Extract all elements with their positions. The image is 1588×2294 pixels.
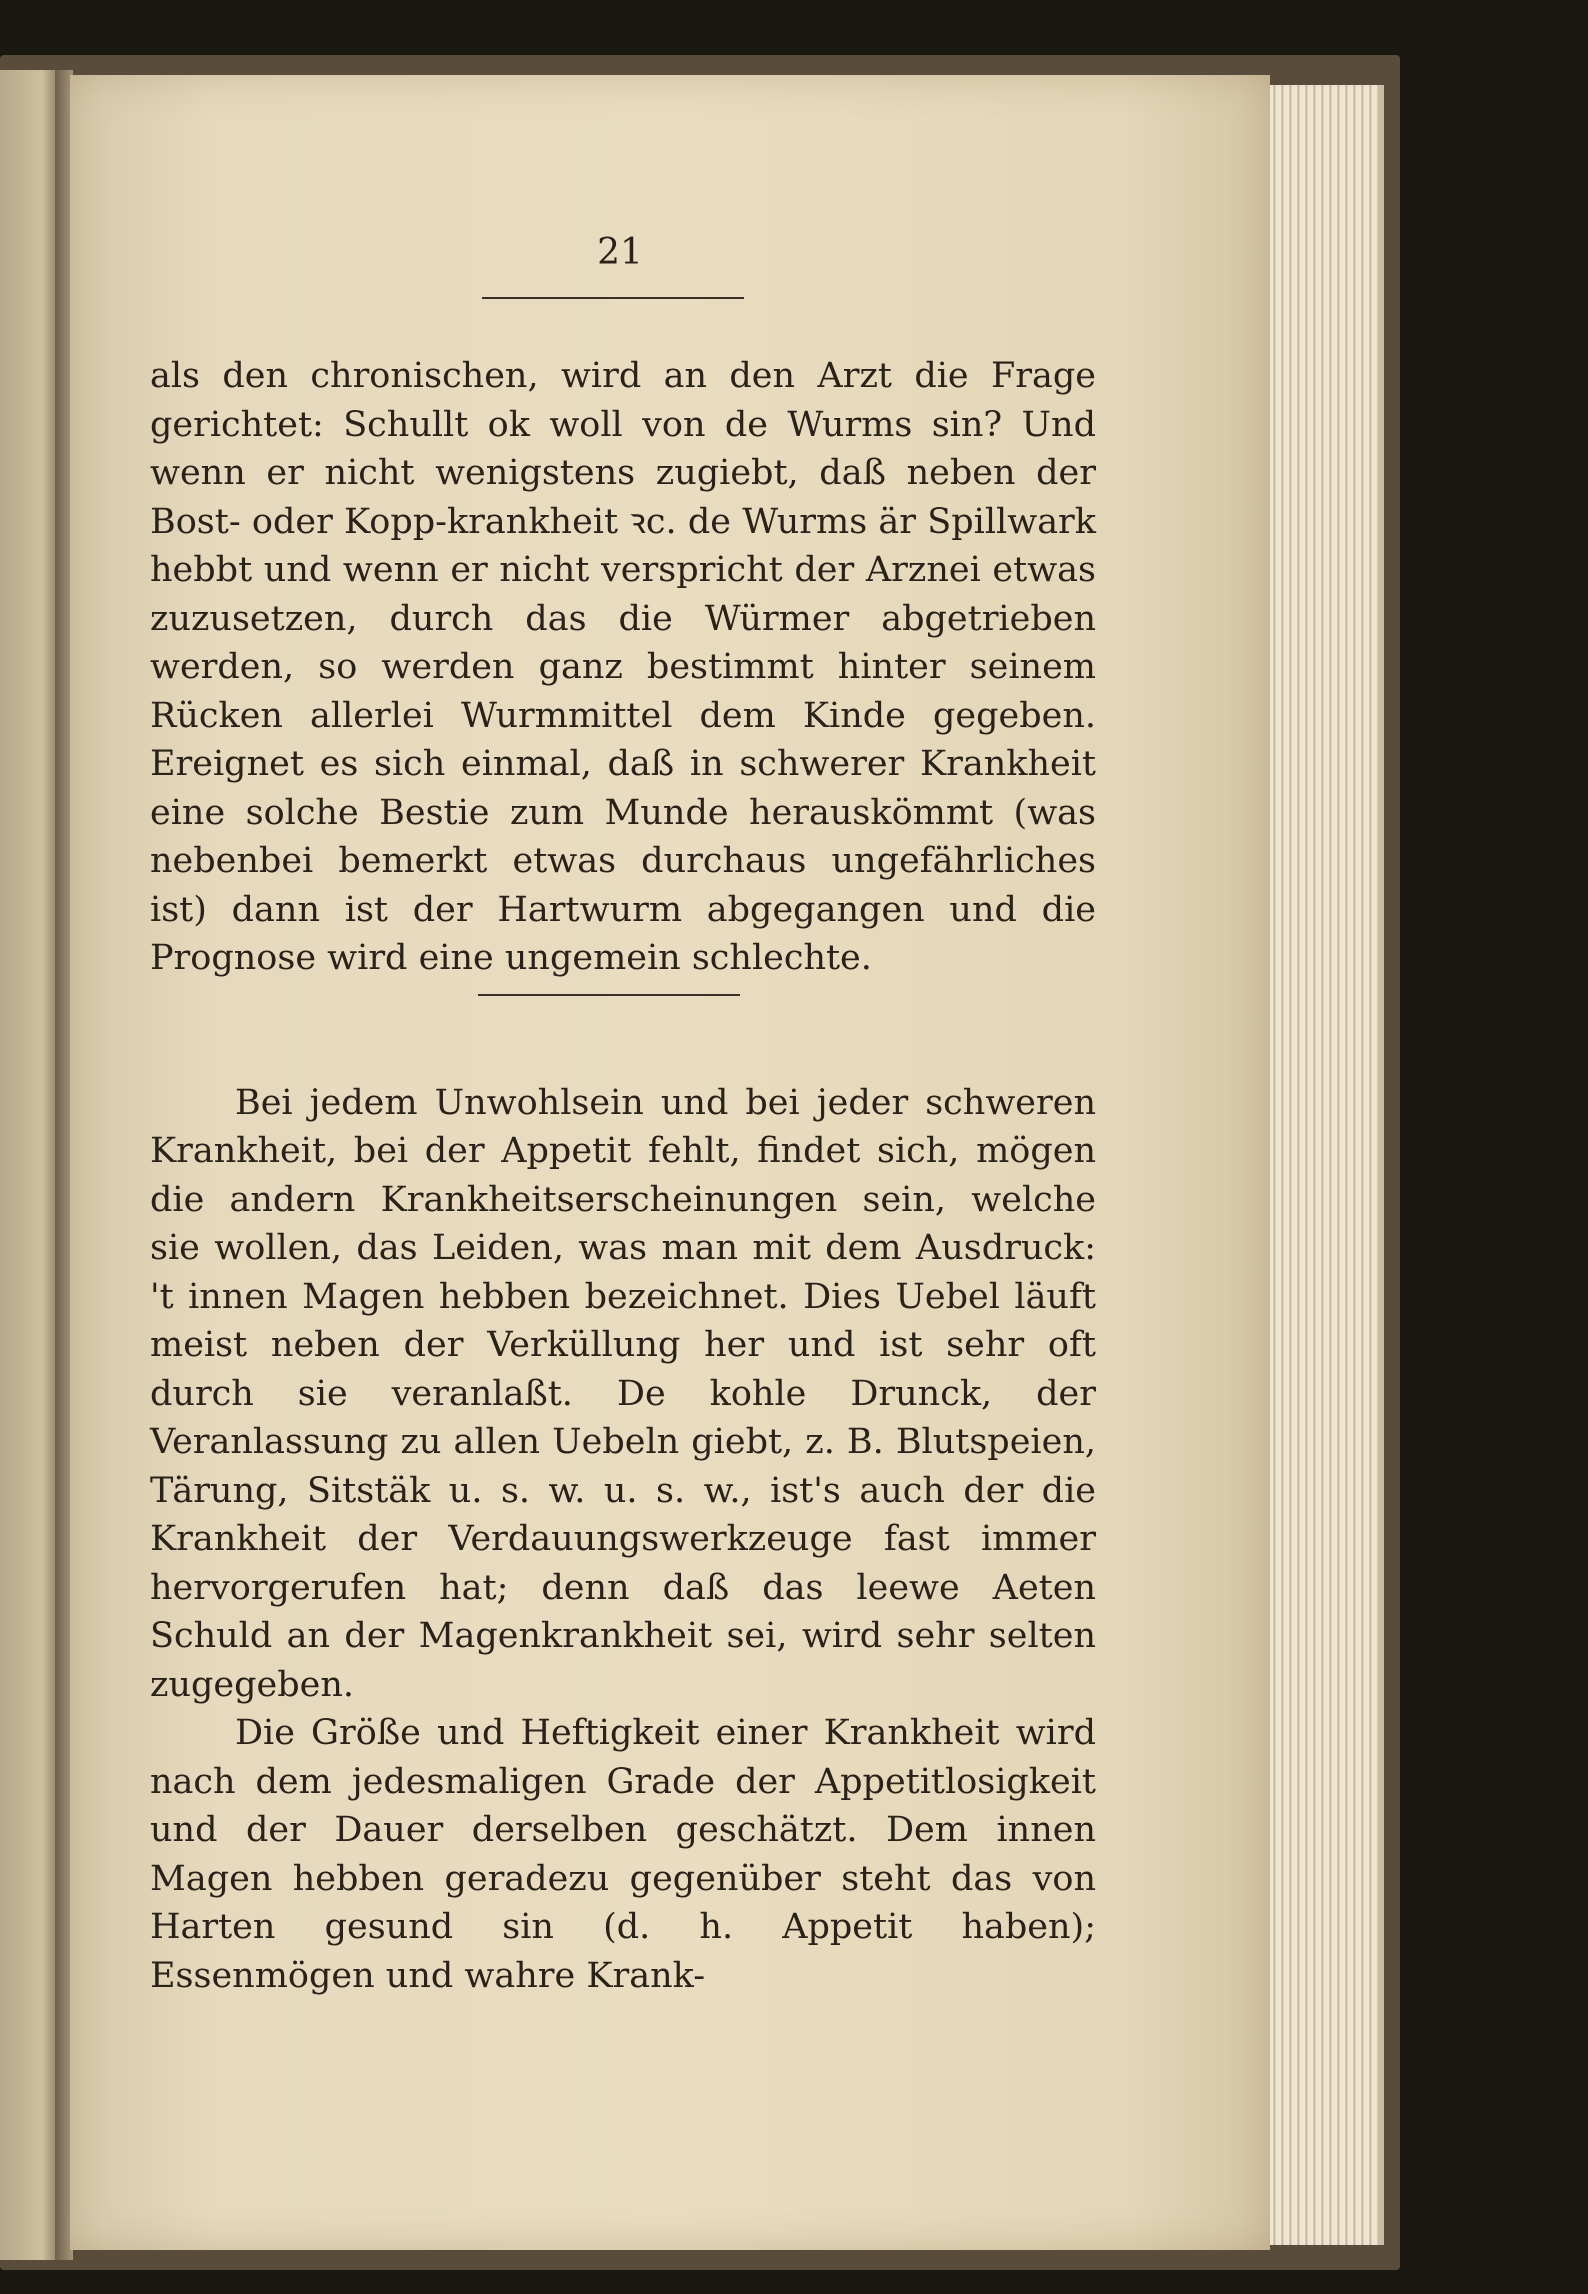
section-rule-spacer bbox=[150, 983, 1096, 1079]
facing-page-edge bbox=[0, 70, 60, 2260]
header-rule bbox=[482, 297, 744, 299]
paragraph-3: Die Größe und Heftigkeit einer Krankheit wird nach dem jedesmaligen Grade der Appetitlosigkeit und der Dauer derselben geschätzt. Dem innen Magen hebben geradezu gegenüber steht das von Harten gesund sin (d. h. Appetit haben); Essenmögen und wahre Krank- bbox=[150, 1713, 1096, 1996]
section-rule bbox=[478, 994, 740, 996]
paragraph-1: als den chronischen, wird an den Arzt die Frage gerichtet: Schullt ok woll von de Wurms sin? Und wenn er nicht wenigstens zugiebt, daß neben der Bost- oder Kopp-krankheit ꝛc. de Wurms är Spillwark hebbt und wenn er nicht verspricht der Arznei etwas zuzusetzen, durch das die Würmer abgetrieben werden, so werden ganz bestimmt hinter seinem Rücken allerlei Wurmmittel dem Kinde gegeben. Ereignet es sich einmal, daß in schwerer Krankheit eine solche Bestie zum Munde herauskömmt (was nebenbei bemerkt etwas durchaus ungefährliches ist) dann ist der Hartwurm abgegangen und die Prognose wird eine ungemein schlechte. bbox=[150, 356, 1096, 978]
paragraph-2: Bei jedem Unwohlsein und bei jeder schweren Krankheit, bei der Appetit fehlt, findet sich, mögen die andern Krankheitserscheinungen sein, welche sie wollen, das Leiden, was man mit dem Ausdruck: 't innen Magen hebben bezeichnet. Dies Uebel läuft meist neben der Verküllung her und ist sehr oft durch sie veranlaßt. De kohle Drunck, der Veranlassung zu allen Uebeln giebt, z. B. Blutspeien, Tärung, Sitstäk u. s. w. u. s. w., ist's auch der die Krankheit der Verdauungswerkzeuge fast immer hervorgerufen hat; denn daß das leewe Aeten Schuld an der Magenkrankheit sei, wird sehr selten zugegeben. bbox=[150, 1082, 1096, 1705]
page-text bbox=[150, 352, 1096, 2000]
page-stack-edges bbox=[1268, 85, 1384, 2245]
page-number: 21 bbox=[597, 232, 643, 273]
